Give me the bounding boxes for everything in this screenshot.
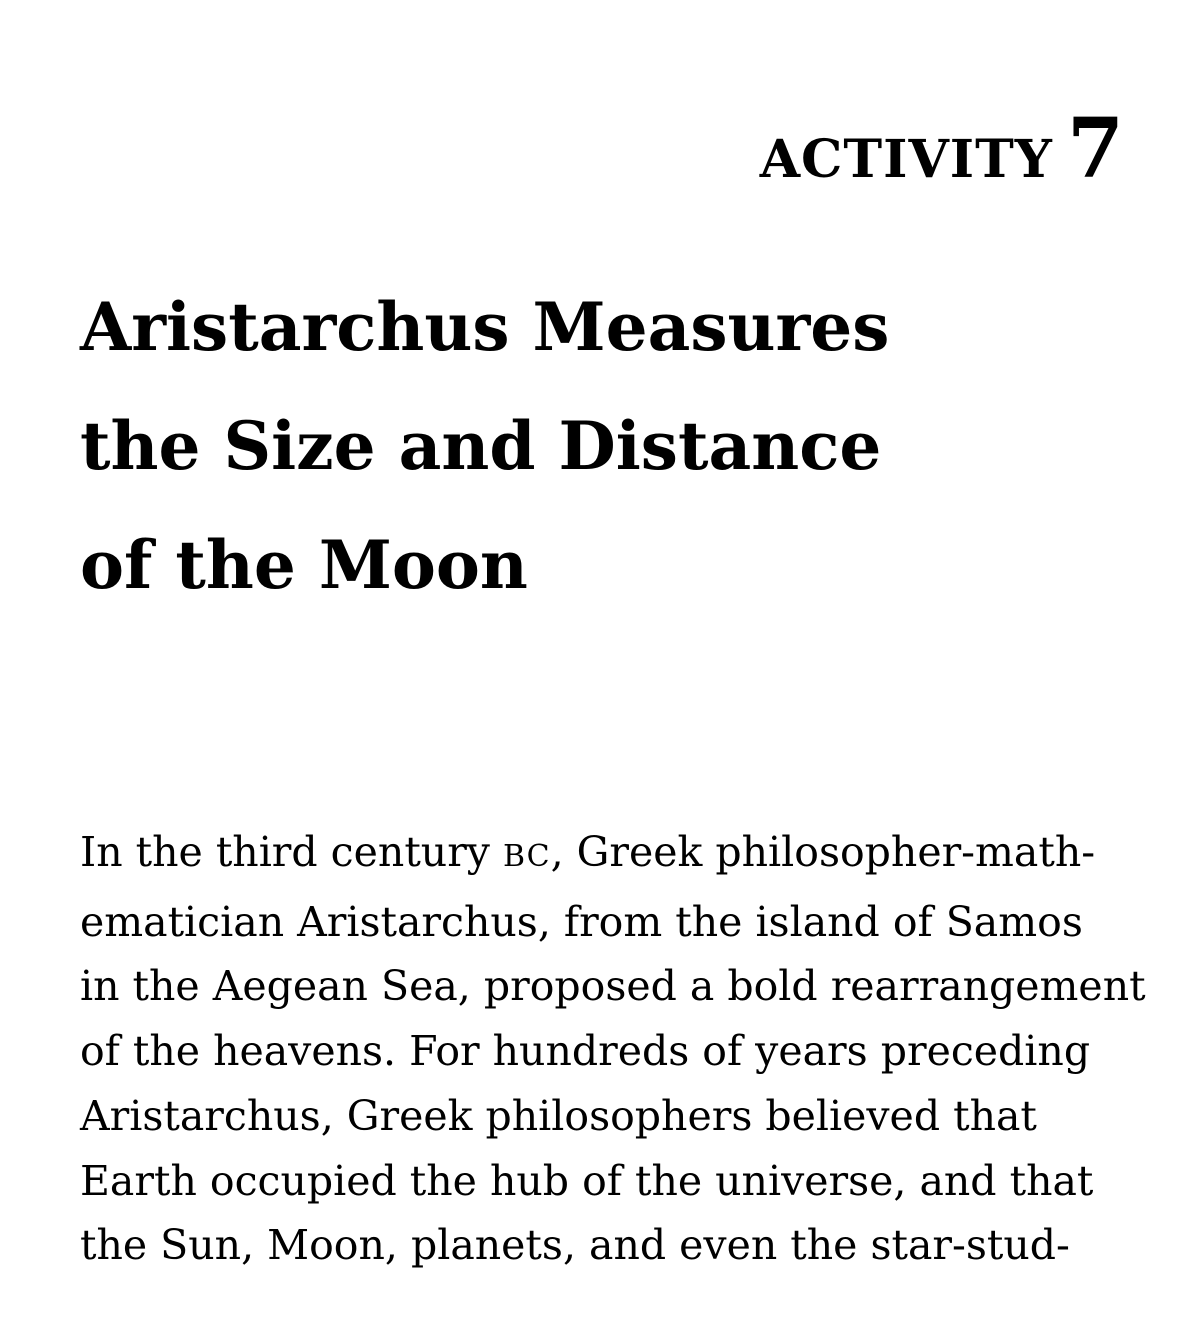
body-line: Earth occupied the hub of the universe, and that (80, 1156, 1094, 1205)
chapter-title (80, 268, 1080, 625)
body-paragraph (80, 820, 1146, 1278)
body-line (80, 820, 1140, 890)
activity-number: 7 (1066, 101, 1124, 197)
title-line: Aristarchus Measures (80, 288, 890, 366)
body-line: Aristarchus, Greek philosophers believed that (80, 1091, 1037, 1140)
activity-label: ACTIVITY (759, 129, 1053, 190)
era-abbreviation: BC (503, 839, 551, 874)
body-line: of the heavens. For hundreds of years preceding (80, 1027, 1091, 1076)
title-line: of the Moon (80, 526, 528, 604)
body-text-run: In the third century (80, 828, 503, 876)
title-line: the Size and Distance (80, 407, 882, 485)
activity-heading (759, 101, 1124, 197)
body-line: in the Aegean Sea, proposed a bold rearrangement (80, 962, 1146, 1011)
body-line: ematician Aristarchus, from the island of Samos (80, 897, 1083, 946)
body-text-run: , Greek philosopher-math- (550, 828, 1096, 876)
body-line: the Sun, Moon, planets, and even the star-stud- (80, 1221, 1070, 1270)
